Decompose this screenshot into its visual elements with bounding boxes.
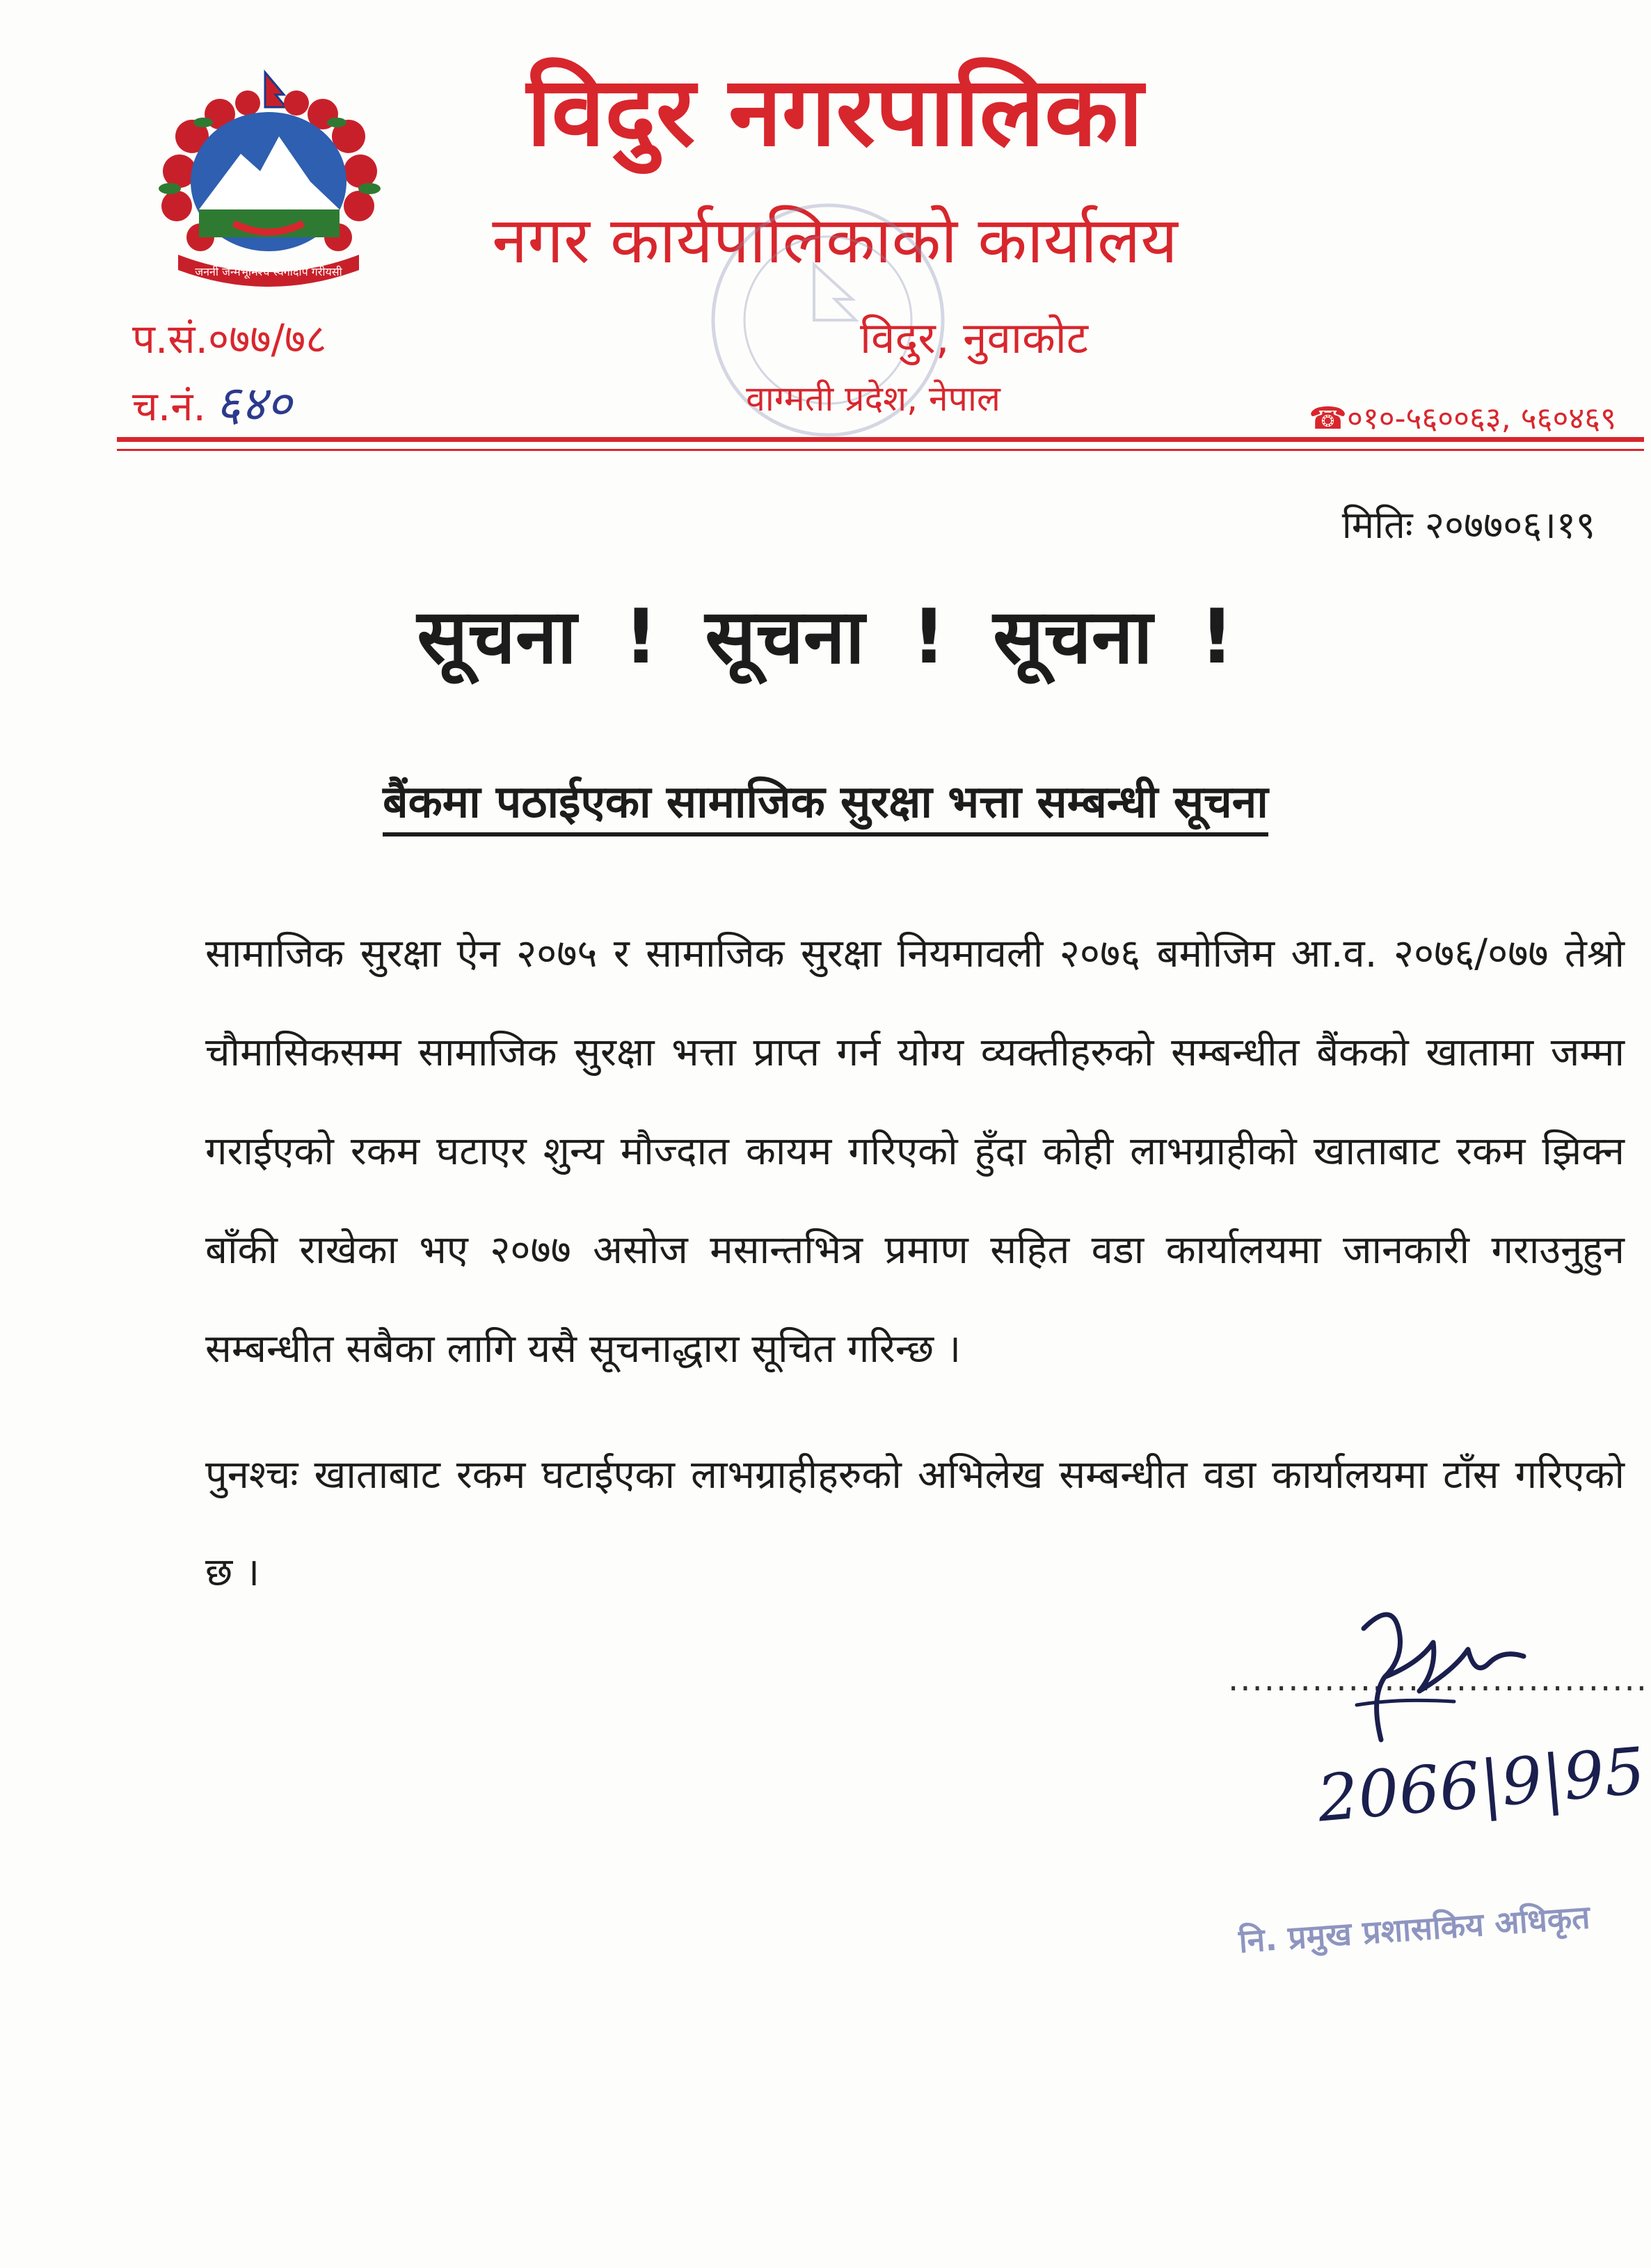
notice-postscript: पुनश्चः खाताबाट रकम घटाईएका लाभग्राहीहरुको अभिलेख सम्बन्धीत वडा कार्यालयमा टाँस गरिएको छ । <box>205 1452 1625 1595</box>
emblem-motto: जननी जन्मभूमिश्च स्वर्गादपि गरीयसी <box>195 265 342 278</box>
phone-number <box>1309 401 1616 436</box>
letterhead-divider <box>117 437 1644 442</box>
notice-heading: सूचना ! सूचना ! सूचना ! <box>417 594 1234 681</box>
notice-body <box>205 905 1625 1621</box>
notice-subject <box>0 776 1651 830</box>
office-address: विदुर, नुवाकोट <box>859 312 1089 363</box>
office-subtitle: नगर कार्यपालिकाको कार्यालय <box>492 203 1178 278</box>
notice-subject-text: बैंकमा पठाईएका सामाजिक सुरक्षा भत्ता सम्बन्धी सूचना <box>383 777 1268 836</box>
notice-paragraph: सामाजिक सुरक्षा ऐन २०७५ र सामाजिक सुरक्षा नियमावली २०७६ बमोजिम आ.व. २०७६/०७७ तेश्रो चौमासिकसम्म सामाजिक सुरक्षा भत्ता प्राप्त गर्न योग्य व्यक्तीहरुको सम्बन्धीत बैंकको खातामा जम्मा गराईएको रकम घटाएर शुन्य मौज्दात कायम गरिएको हुँदा कोही लाभग्राहीको खाताबाट रकम झिक्न बाँकी राखेका भए २०७७ असोज मसान्तभित्र प्रमाण सहित वडा कार्यालयमा जानकारी गराउनुहुन सम्बन्धीत सबैका लागि यसै सूचनाद्धारा सूचित गरिन्छ । <box>205 931 1625 1372</box>
reference-number: प.सं.०७७/७८ <box>132 315 327 363</box>
telephone-icon: ☎ <box>1309 401 1347 436</box>
notice-date <box>1341 503 1595 547</box>
dispatch-number-value: ६४० <box>215 375 292 432</box>
date-label: मितिः <box>1341 503 1413 547</box>
handwritten-signature-date: 2066|9|95 <box>1314 1733 1648 1837</box>
handwritten-signature <box>1315 1601 1552 1768</box>
signature-line: ................................... <box>1228 1660 1649 1699</box>
official-title-stamp: नि. प्रमुख प्रशासकिय अधिकृत <box>1237 1898 1591 1960</box>
date-value: २०७७०६।१९ <box>1424 503 1595 547</box>
dispatch-number <box>132 375 292 432</box>
letterhead-divider-thin <box>117 449 1644 451</box>
office-name: विदुर नगरपालिका <box>526 56 1144 168</box>
phone-number-value: ०१०-५६००६३, ५६०४६९ <box>1346 401 1616 436</box>
office-province: वाग्मती प्रदेश, नेपाल <box>746 379 1000 419</box>
dispatch-number-label: च.नं. <box>132 383 206 430</box>
